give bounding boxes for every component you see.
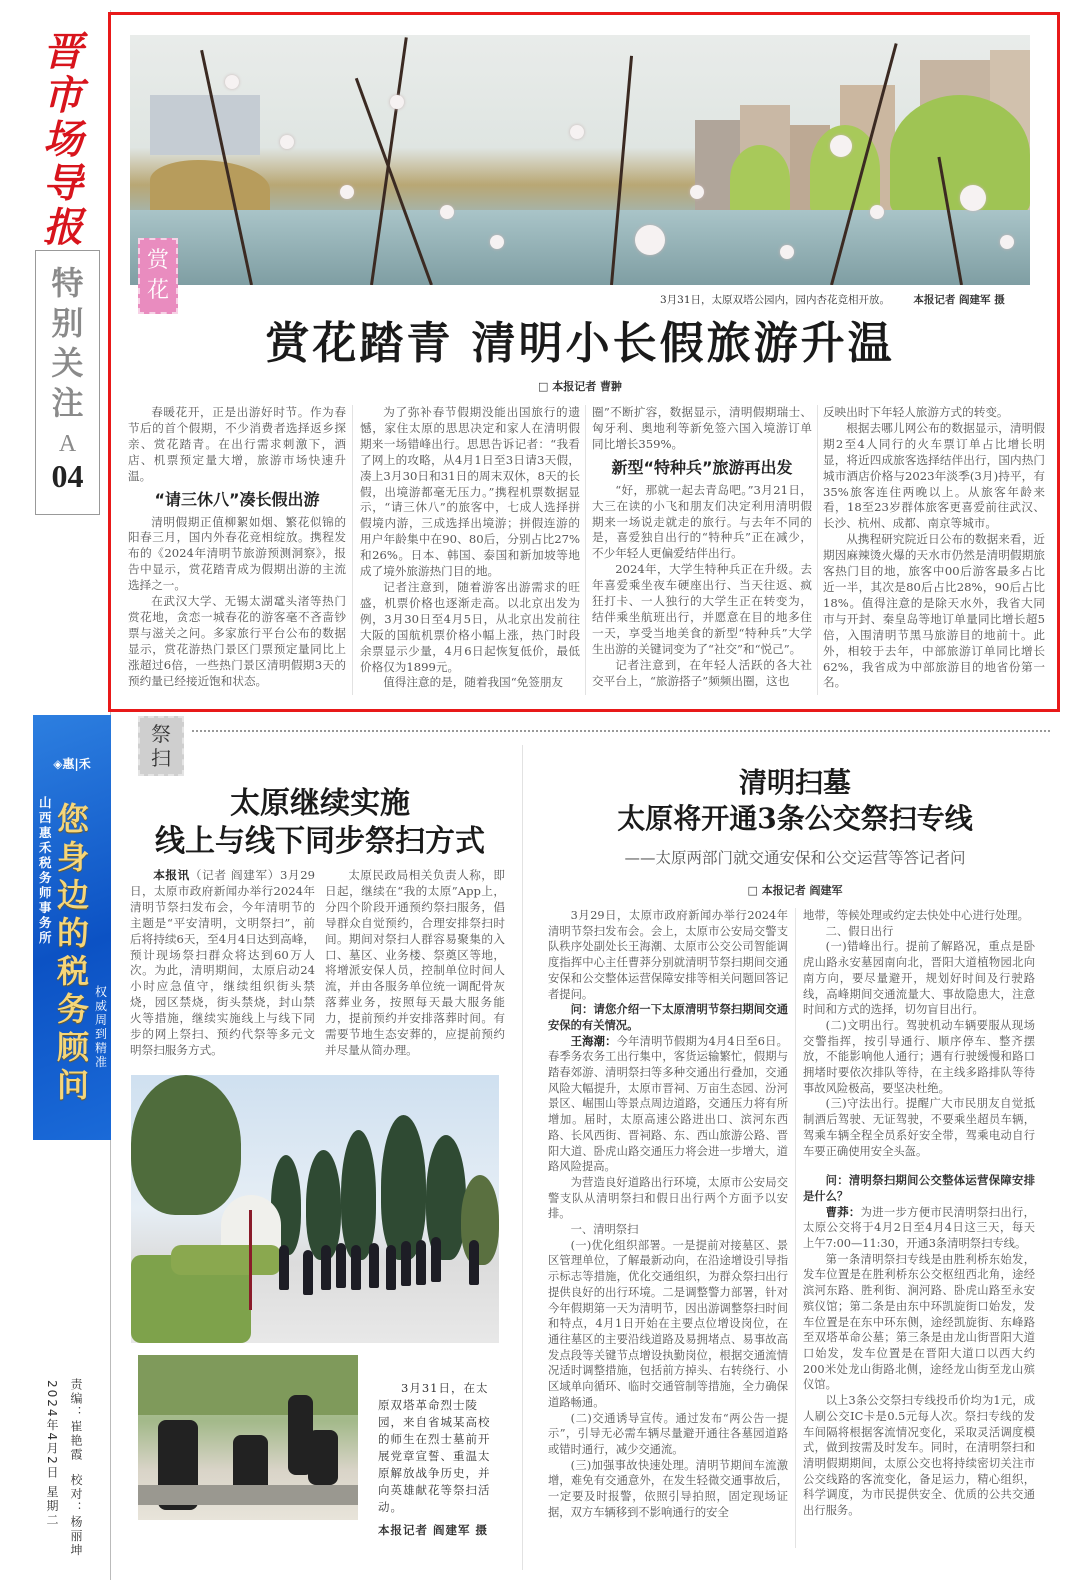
- ad-tagline: 权威 周到 精准: [95, 985, 108, 1069]
- left-article-headline: [125, 785, 515, 861]
- tag-char: 祭: [151, 722, 171, 746]
- photo-martyrs-cemetery-students[interactable]: [131, 1075, 499, 1343]
- paragraph: 第一条清明祭扫专线是由胜利桥东始发，发车位置是在胜利桥东公交枢纽西北角，途经滨河东路、胜利街、涧河路、卧虎山路至永安殡仪馆；第二条是由东中环凯旋街口始发，发车位置是在东中环东侧，途经凯旋街、东峰路至双塔革命公墓；第三条是由龙山街晋阳大道口始发，发车位置是在晋阳大道口以西大约200米处龙山街路北侧，途经龙山街至龙山殡仪馆。: [803, 1252, 1035, 1392]
- tax-firm-advertisement[interactable]: [33, 715, 111, 1140]
- masthead-char: 场: [43, 116, 83, 163]
- editor-credit: 责编：崔艳霞: [69, 1378, 83, 1462]
- edition-letter: A: [58, 431, 77, 457]
- paragraph: 春暖花开，正是出游好时节。作为春节后的首个假期，不少消费者选择返乡探亲、赏花踏青。在出行需求刺激下，酒店、机票预定量大增，旅游市场快速升温。: [128, 405, 346, 483]
- paragraph: 以上3条公交祭扫专线投币价均为1元，成人刷公交IC卡是0.5元每人次。祭扫专线的发车间隔将根据客流情况变化，采取灵活调度模式，做到按需及时发车。同时，在清明祭扫和清明假期期间，太原公交也将持续密切关注市公交线路的客流变化，备足运力，精心组织，科学调度，为市民提供安全、优质的公共交通出行服务。: [803, 1394, 1035, 1518]
- right-article-headline: [540, 765, 1050, 837]
- paragraph: 圈”不断扩容，数据显示，清明假期瑞士、匈牙利、奥地利等新免签六国入境游订单同比增长359%。: [592, 405, 812, 451]
- topic-tag-jisao: [138, 716, 184, 776]
- advertiser-logo: ◈惠|禾: [53, 757, 91, 771]
- photo-credit: 本报记者 阎建军 摄: [913, 294, 1005, 306]
- subheading: “请三休八”凑长假出游: [154, 489, 320, 509]
- paragraph: 2024年，大学生特种兵正在升级。去年喜爱乘坐夜车硬座出行、当天往返、疯狂打卡、一人独行的大学生正在转变为，结伴乘坐航班出行，并愿意在目的地多住一天，享受当地美食的新型“特种兵”大学生出游的关键词变为了“社交”和“悦己”。: [592, 562, 812, 656]
- paragraph: 3月29日，太原市政府新闻办举行2024年清明节祭扫发布会。会上，太原市公安局交警支队秩序处副处长王海潮、太原市公交公司智能调度指挥中心主任曹莽分别就清明节祭扫期间交通安保和公交整体运营保障安排等相关问题回答记者提问。: [548, 909, 788, 1001]
- column-divider: [817, 405, 818, 695]
- left-photo-caption: [378, 1380, 498, 1539]
- subheading: 新型“特种兵”旅游再出发: [611, 457, 793, 477]
- photo-students-writing-at-graves[interactable]: [138, 1355, 358, 1520]
- feature-column-2: [360, 405, 580, 691]
- paragraph: 记者注意到，随着游客出游需求的旺盛，机票价格也逐渐走高。以北京出发为例，3月30日至4月5日，从北京出发前往大阪的国航机票价格小幅上涨，热门时段余票显示少量，4月6日起恢复低价，最低价格仅为1899元。: [360, 579, 580, 674]
- paragraph: 根据去哪儿网公布的数据显示，清明假期2至4人同行的火车票订单占比增长明显，将近四成旅客选择结伴出行，国内热门城市酒店价格与2023年淡季(3月)持平，有35%旅客连住两晚以上。从旅客年龄来看，18至23岁群体旅客更喜爱前往武汉、长沙、杭州、成都、南京等城市。: [823, 420, 1045, 531]
- section-name-char: 特: [51, 264, 84, 302]
- tag-char: 赏: [146, 248, 169, 273]
- photo-credit: 本报记者 阎建军 摄: [378, 1523, 489, 1537]
- feature-column-3: [592, 405, 812, 690]
- masthead-char: 导: [43, 160, 83, 207]
- proofreader-credit: 校对：杨丽坤: [69, 1473, 83, 1558]
- newspaper-masthead: [38, 30, 88, 250]
- paragraph: (二)文明出行。驾驶机动车辆要服从现场交警指挥，按引导通行、顺序停车、整齐摆放，不能影响他人通行；遇有行驶缓慢和路口拥堵时要依次排队等待，在主线多路排队等待事故风险极高，要坚决杜绝。: [803, 1018, 1035, 1095]
- section-label-box: [35, 250, 100, 515]
- ad-slogan: 您身边的税务顾问: [57, 800, 90, 1104]
- paragraph: (二)交通诱导宣传。通过发布“两公告一提示”，引导无必需车辆尽量避开通往各墓园道路或错时通行，减少交通流。: [548, 1411, 788, 1456]
- column-divider: [795, 908, 796, 1548]
- feature-photo-caption: [660, 292, 1005, 307]
- page-credits: [68, 1378, 85, 1558]
- paragraph: 二、假日出行: [825, 924, 894, 938]
- right-article-column-1: [548, 908, 788, 1520]
- paragraph: 在武汉大学、无锡太湖鼋头渚等热门赏花地，贪恋一城春花的游客毫不吝啬钞票与滋关之问。多家旅行平台公布的数据显示，赏花游热门景区门票预定量同比上涨超过6倍，一些热门景区清明假期3天的预约量已经接近饱和状态。: [128, 594, 346, 688]
- paragraph: (三)守法出行。提醒广大市民朋友自觉抵制酒后驾驶、无证驾驶，不要乘坐超员车辆，驾乘车辆全程全员系好安全带，驾乘电动自行车要正确使用安全头盔。: [803, 1097, 1035, 1158]
- article-divider: [522, 745, 523, 1570]
- section-name-char: 注: [51, 384, 84, 422]
- answer: 今年清明节假期为4月4日至6日。春季务农务工出行集中，客货运输繁忙，假期与踏春郊游、清明祭扫等多种交通出行叠加，交通风险大幅提升，太原市晋祠、万亩生态园、汾河景区、崛围山等景点周边道路，交通压力将有所增加。届时，太原高速公路进出口、滨河东西路、长风西街、晋祠路、东、西山旅游公路、晋阳大道、卧虎山路交通压力将会进一步增大，道路风险提高。: [548, 1034, 788, 1174]
- headline-line: 线上与线下同步祭扫方式: [155, 824, 485, 859]
- left-article-column-1: [130, 868, 315, 1059]
- feature-headline: 赏花踏青 清明小长假旅游升温: [265, 318, 895, 369]
- paragraph: 3月29日，太原市政府新闻办举行2024年清明节祭扫发布会，今年清明节的主题是“平安清明，文明祭扫”，前后将持续6天，至4月4日达到高峰，预计现场祭扫群众将达到60万人次。为此，清明期间，太原启动24小时应急值守，继续组织街头禁烧，园区禁烧，街头禁烧，封山禁火等措施，继续实施线上与线下同步的网上祭扫、预约代祭等多元文明祭扫服务方式。: [130, 868, 315, 1057]
- paragraph: 记者注意到，在年轻人活跃的各大社交平台上，“旅游搭子”频频出圈，这也: [592, 657, 812, 688]
- right-article-byline: □ 本报记者 阎建军: [747, 884, 843, 897]
- paragraph: 从携程研究院近日公布的数据来看，近期因麻辣烫火爆的天水市仍然是清明假期旅客热门目的地，旅客中00后游客最多占比近一半，其次是80后占比28%，90后占比18%。值得注意的是除天水外，我省大同市与开封、秦皇岛等地订单量同比增长超5倍，入围清明节黑马旅游目的地前十。此外，相较于去年，中部旅游订单同比增长62%，我省成为中部旅游目的地省份第一名。: [823, 532, 1045, 690]
- paragraph: 清明假期正值柳絮如烟、繁花似锦的阳春三月，国内外春花竞相绽放。携程发布的《2024年清明节旅游预测洞察》，报告中显示，赏花踏青成为假期出游的主流选择之一。: [128, 514, 346, 593]
- paragraph: 一、清明祭扫: [570, 1223, 639, 1237]
- paragraph: (三)加强事故快速处理。清明节期间车流激增，难免有交通意外，在发生轻微交通事故后，一定要及时报警，依照引导拍照，固定现场证据，双方车辆移到不影响通行的安全: [548, 1458, 788, 1519]
- question: 问：清明祭扫期间公交整体运营保障安排是什么？: [803, 1173, 1035, 1203]
- paragraph: 值得注意的是，随着我国“免签朋友: [383, 675, 564, 690]
- feature-byline: □ 本报记者 曹翀: [537, 380, 623, 393]
- question: 问：请您介绍一下太原清明节祭扫期间交通安保的有关情况。: [548, 1002, 788, 1032]
- caption-text: 3月31日，太原双塔公园内，园内杏花竞相开放。: [660, 294, 891, 306]
- paragraph: 地带，等候处理或约定去快处中心进行处理。: [803, 909, 1029, 922]
- caption-text: 3月31日，在太原双塔革命烈士陵园，来自省城某高校的师生在烈士墓前开展党章宣誓、重温太原解放战争历史，并向英雄献花等祭扫活动。: [378, 1381, 491, 1514]
- right-article-column-2: [803, 908, 1035, 1519]
- speaker: 曹莽：: [825, 1204, 861, 1219]
- tag-char: 扫: [151, 746, 171, 770]
- masthead-char: 市: [43, 72, 83, 119]
- answer: 为进一步方便市民清明祭扫出行，太原公交将于4月2日至4月4日这三天，每天上午7:00—11:30，开通3条清明祭扫专线。: [803, 1205, 1035, 1251]
- section-name-char: 别: [51, 304, 84, 342]
- column-divider: [352, 405, 353, 695]
- feature-photo-blossoms-park[interactable]: [130, 35, 1030, 285]
- paragraph: (一)错峰出行。提前了解路况，重点是卧虎山路永安墓园南向北，晋阳大道植物园北向南方向，要尽量避开，规划好时间及行驶路线，高峰期间交通流量大、事故隐患大，注意时间和方式的选择，切勿盲目出行。: [803, 940, 1035, 1017]
- dateline-lead: 本报讯: [153, 868, 190, 882]
- feature-column-4: [823, 405, 1045, 691]
- paragraph: 为了弥补春节假期没能出国旅行的遗憾，家住太原的思思决定和家人在清明假期来一场错峰出行。思思告诉记者：“我看了网上的攻略，从4月1日至3日请3天假，凑上3月30日和31日的周末双休，8天的长假，出境游都毫无压力。”携程机票数据显示，“请三休八”的旅客中，七成人选择拼假境内游，三成选择出境游；拼假连游的用户年龄集中在90、80后，分别占比27%和26%。日本、韩国、泰国和新加坡等地成了境外旅游热门目的地。: [360, 405, 580, 579]
- paragraph: (一)优化组织部署。一是提前对接墓区、景区管理单位，了解最新动向，在沿途增设引导指示标志等措施，优化交通组织，为群众祭扫出行提供良好的出行环境。二是调整警力部署，针对今年假期第一天为清明节，因出游调整祭扫时间和特点，4月1日开始在主要点位增设岗位，在通往墓区的主要沿线道路及易拥堵点、易事故高发点段等关键节点增设执勤岗位，根据交通流情况适时调整措施，包括前方掉头、右转绕行、小区域单向循环、临时交通管制等措施，全力确保道路畅通。: [548, 1238, 788, 1409]
- decorative-dotted-rule: [192, 730, 1050, 736]
- right-article-subheadline: ——太原两部门就交通安保和公交运营等答记者问: [624, 849, 966, 867]
- section-name-char: 关: [51, 344, 84, 382]
- headline-line: 太原继续实施: [230, 786, 410, 821]
- headline-line: 太原将开通3条公交祭扫专线: [617, 802, 973, 835]
- feature-column-1: [128, 405, 346, 690]
- paragraph: “好，那就一起去青岛吧。”3月21日，大三在读的小飞和朋友们决定利用清明假期来一场说走就走的旅行。与去年不同的是，喜爱独自出行的“特种兵”正在减少，不少年轻人更偏爱结伴出行。: [592, 482, 812, 561]
- issue-date: 2024年4月2日 星期二: [45, 1380, 59, 1528]
- paragraph: 太原民政局相关负责人称，即日起，继续在“我的太原”App上，分四个阶段开通预约祭扫服务，倡导群众自觉预约，合理安排祭扫时间。期间对祭扫人群容易聚集的入口、墓区、业务楼、祭奠区等地，将增派安保人员，控制单位时间人流，并由各服务单位统一调配骨灰落葬业务，按照每天最大服务能力，提前预约并安排落葬时间。有需要节地生态安葬的，应提前预约并尽量从简办理。: [325, 868, 505, 1057]
- column-divider: [585, 405, 586, 695]
- page-number: 04: [51, 458, 84, 494]
- masthead-char: 报: [43, 204, 83, 251]
- tag-char: 花: [146, 278, 169, 303]
- advertiser-name: 山西惠禾税务师事务所: [39, 795, 52, 945]
- paragraph: 反映出时下年轻人旅游方式的转变。: [823, 405, 1009, 419]
- topic-tag-shanghua: [138, 238, 178, 314]
- paragraph: 为营造良好道路出行环境，太原市公安局交警支队从清明祭扫和假日出行两个方面予以安排。: [548, 1175, 788, 1221]
- masthead-char: 晋: [43, 28, 83, 75]
- left-article-column-2: [325, 868, 505, 1059]
- inline-byline: （记者 阎建军）: [189, 868, 280, 882]
- headline-line: 清明扫墓: [738, 766, 851, 799]
- speaker: 王海潮：: [570, 1033, 617, 1048]
